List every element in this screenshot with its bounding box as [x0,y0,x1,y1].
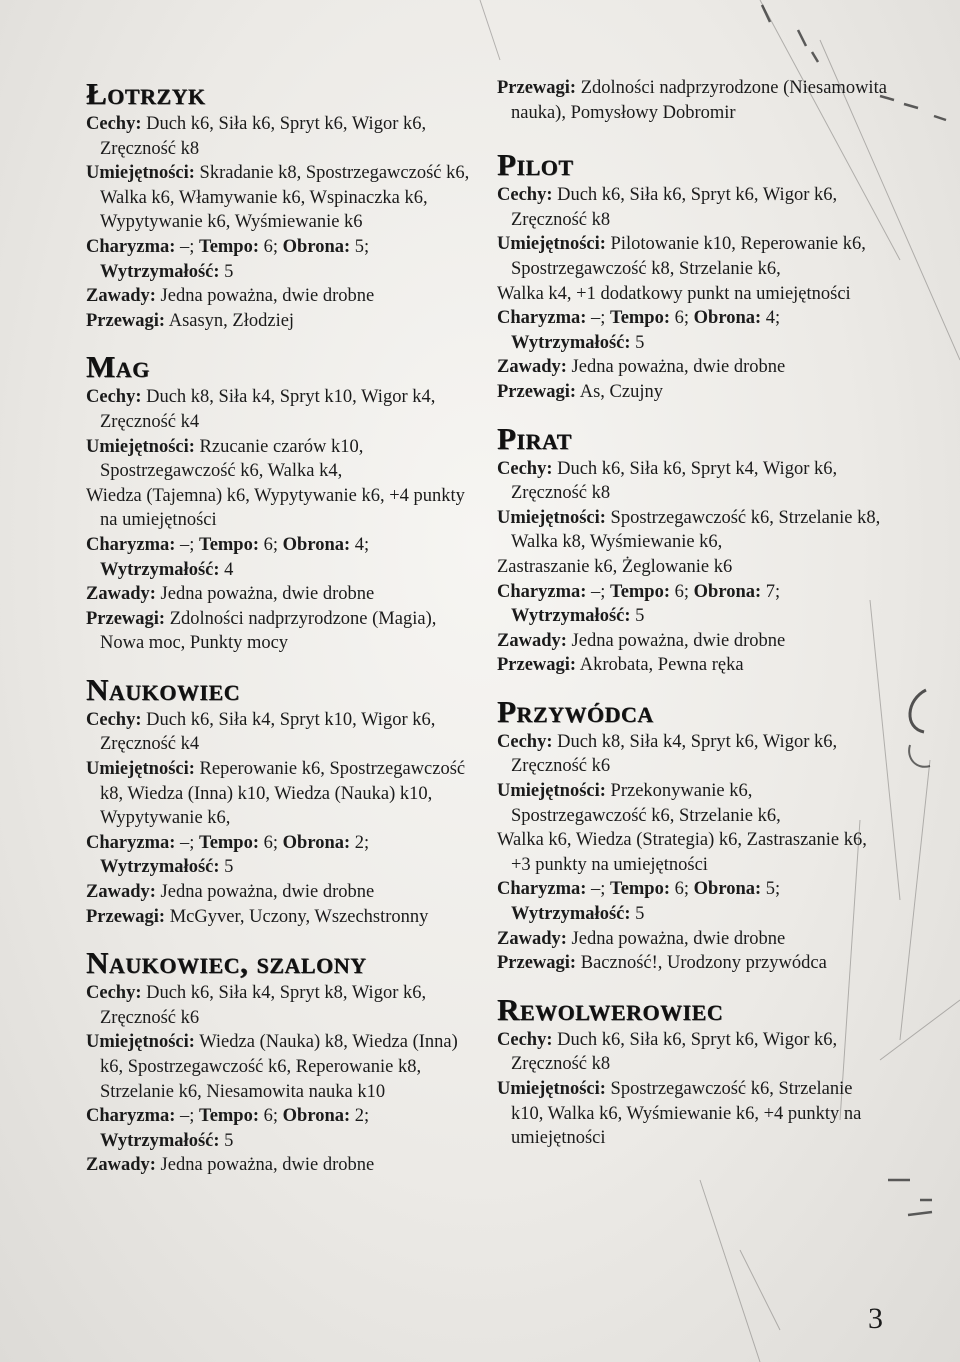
stat-line: Wiedza (Tajemna) k6, Wypytywanie k6, +4 punkty na umiejętności [86,485,465,531]
stat-line: Umiejętności: Wiedza (Nauka) k8, Wiedza (Inna) k6, Spostrzegawczość k6, Reperowanie k8, Strzelanie k6, Niesamowita nauka k10 [86,1032,458,1102]
stat-block [86,76,476,333]
stat-line: Charyzma: –; Tempo: 6; Obrona: 2; Wytrzymałość: 5 [86,1106,370,1151]
stat-line: Cechy: Duch k8, Siła k4, Spryt k6, Wigor k6, Zręczność k6 [497,731,838,777]
stat-line: Przewagi: Zdolności nadprzyrodzone (Niesamowita nauka), Pomysłowy Dobromir [497,78,887,123]
stat-line: Cechy: Duch k6, Siła k6, Spryt k6, Wigor k6, Zręczność k8 [497,185,838,230]
right-column [497,76,887,1167]
archetype-title: Pirat [497,420,572,456]
stat-line: Charyzma: –; Tempo: 6; Obrona: 4; Wytrzymałość: 5 [497,308,781,353]
stat-line: Przewagi: As, Czujny [497,381,663,402]
stat-line: Umiejętności: Skradanie k8, Spostrzegawczość k6, Walka k6, Włamywanie k6, Wspinaczka k6, Wypytywanie k6, Wyśmiewanie k6 [86,163,470,233]
stat-line: Charyzma: –; Tempo: 6; Obrona: 5; Wytrzymałość: 5 [497,879,781,925]
archetype-title: Przywódca [497,693,654,729]
stat-line: Przewagi: McGyver, Uczony, Wszechstronny [86,906,429,927]
stat-line: Przewagi: Asasyn, Złodziej [86,310,295,331]
stat-block [497,147,887,404]
stat-line: Zastraszanie k6, Żeglowanie k6 [497,556,733,577]
stat-line: Charyzma: –; Tempo: 6; Obrona: 4; Wytrzymałość: 4 [86,534,370,580]
stat-line: Cechy: Duch k6, Siła k6, Spryt k6, Wigor k6, Zręczność k8 [86,114,427,159]
stat-line: Zawady: Jedna poważna, dwie drobne [86,286,375,307]
stat-line: Umiejętności: Rzucanie czarów k10, Spostrzegawczość k6, Walka k4, [86,436,364,482]
stat-line: Umiejętności: Spostrzegawczość k6, Strzelanie k10, Walka k6, Wyśmiewanie k6, +4 punkty na umiejętności [497,1079,862,1149]
stat-block [86,349,476,656]
stat-block [497,992,887,1151]
page-number: 3 [868,1302,883,1335]
archetype-title: Naukowiec [86,671,241,707]
stat-line: Zawady: Jedna poważna, dwie drobne [86,584,375,605]
archetype-title: Pilot [497,147,574,183]
stat-block [497,421,887,678]
stat-line: Umiejętności: Reperowanie k6, Spostrzegawczość k8, Wiedza (Inna) k10, Wiedza (Nauka) k10, Wypytywanie k6, [86,759,466,829]
stat-line: Zawady: Jedna poważna, dwie drobne [497,357,786,378]
stat-line: Cechy: Duch k8, Siła k4, Spryt k10, Wigor k4, Zręczność k4 [86,387,436,432]
archetype-title: Rewolwerowiec [497,991,724,1027]
stat-block-continued [497,76,887,125]
stat-block [86,945,476,1178]
stat-line: Charyzma: –; Tempo: 6; Obrona: 2; Wytrzymałość: 5 [86,832,370,878]
stat-line: Charyzma: –; Tempo: 6; Obrona: 7; Wytrzymałość: 5 [497,581,781,627]
stat-line: Umiejętności: Spostrzegawczość k6, Strzelanie k8, Walka k8, Wyśmiewanie k6, [497,507,881,553]
stat-line: Zawady: Jedna poważna, dwie drobne [86,882,375,903]
stat-line: Zawady: Jedna poważna, dwie drobne [497,928,786,949]
stat-line: Cechy: Duch k6, Siła k6, Spryt k6, Wigor k6, Zręczność k8 [497,1029,838,1075]
stat-line: Zawady: Jedna poważna, dwie drobne [497,630,786,651]
stat-line: Umiejętności: Przekonywanie k6, Spostrzegawczość k6, Strzelanie k6, [497,781,781,826]
stat-line: Walka k4, +1 dodatkowy punkt na umiejętności [497,283,851,304]
left-column [86,76,476,1194]
stat-line: Zawady: Jedna poważna, dwie drobne [86,1155,375,1176]
archetype-title: Mag [86,349,150,385]
stat-block [86,672,476,929]
archetype-title: Łotrzyk [86,76,206,111]
stat-line: Walka k6, Wiedza (Strategia) k6, Zastraszanie k6, +3 punkty na umiejętności [497,830,867,875]
stat-line: Cechy: Duch k6, Siła k4, Spryt k10, Wigor k6, Zręczność k4 [86,709,436,755]
stat-block [497,694,887,976]
stat-line: Przewagi: Akrobata, Pewna ręka [497,655,744,676]
archetype-title: Naukowiec, szalony [86,945,367,981]
stat-line: Charyzma: –; Tempo: 6; Obrona: 5; Wytrzymałość: 5 [86,236,370,282]
stat-line: Cechy: Duch k6, Siła k6, Spryt k4, Wigor k6, Zręczność k8 [497,458,838,504]
stat-line: Przewagi: Baczność!, Urodzony przywódca [497,953,827,974]
stat-line: Cechy: Duch k6, Siła k4, Spryt k8, Wigor k6, Zręczność k6 [86,983,427,1028]
stat-line: Przewagi: Zdolności nadprzyrodzone (Magia), Nowa moc, Punkty mocy [86,608,437,654]
stat-line: Umiejętności: Pilotowanie k10, Reperowanie k6, Spostrzegawczość k8, Strzelanie k6, [497,234,866,279]
